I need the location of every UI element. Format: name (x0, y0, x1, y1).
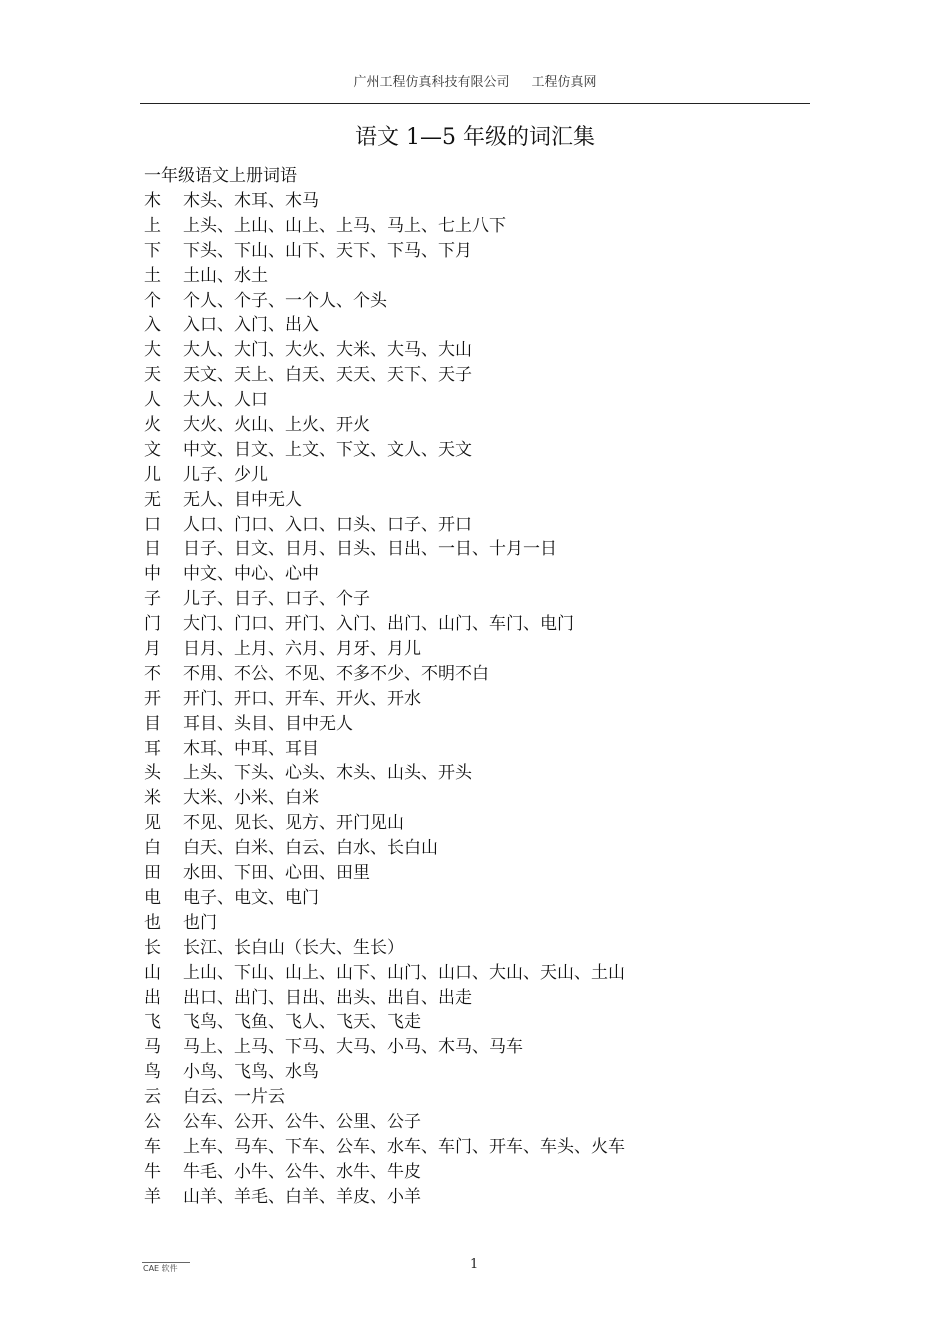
vocab-words: 中文、中心、心中 (183, 564, 319, 585)
vocab-entry (144, 737, 804, 762)
vocab-words: 大火、火山、上火、开火 (183, 415, 370, 436)
vocab-entry (144, 1035, 804, 1060)
vocab-words: 也门 (183, 912, 217, 933)
vocab-words: 大人、人口 (183, 390, 268, 411)
vocab-words: 白天、白米、白云、白水、长白山 (183, 838, 438, 859)
vocab-words: 山羊、羊毛、白羊、羊皮、小羊 (183, 1186, 421, 1207)
vocab-entry (144, 936, 804, 961)
vocab-words: 马上、上马、下马、大马、小马、木马、马车 (183, 1037, 523, 1058)
vocab-character: 鸟 (144, 1062, 161, 1083)
vocab-words: 白云、一片云 (183, 1087, 285, 1108)
vocab-character: 公 (144, 1111, 161, 1132)
vocab-entry (144, 637, 804, 662)
header-divider (140, 103, 810, 104)
vocab-words: 耳目、头目、目中无人 (183, 713, 353, 734)
vocab-character: 牛 (144, 1161, 161, 1182)
vocab-entry (144, 1010, 804, 1035)
vocab-words: 不用、不公、不见、不多不少、不明不白 (183, 663, 489, 684)
vocab-words: 木头、木耳、木马 (183, 191, 319, 211)
vocab-character: 中 (144, 564, 161, 585)
vocab-words: 水田、下田、心田、田里 (183, 863, 370, 884)
vocab-words: 上头、下头、心头、木头、山头、开头 (183, 763, 472, 784)
vocab-entry (144, 861, 804, 886)
vocab-character: 无 (144, 489, 161, 510)
vocab-entry (144, 587, 804, 612)
vocab-entry (144, 836, 804, 861)
vocab-words: 木耳、中耳、耳目 (183, 738, 319, 759)
vocab-character: 下 (144, 240, 161, 261)
vocab-entry (144, 1135, 804, 1160)
vocab-entry (144, 986, 804, 1011)
vocab-character: 田 (144, 863, 161, 884)
vocab-entry (144, 1085, 804, 1110)
vocab-entry (144, 761, 804, 786)
vocab-entry (144, 388, 804, 413)
vocab-entry (144, 911, 804, 936)
vocab-character: 不 (144, 663, 161, 684)
vocab-words: 上山、下山、山上、山下、山门、山口、大山、天山、土山 (183, 962, 625, 983)
vocab-entry (144, 1185, 804, 1210)
vocab-character: 云 (144, 1087, 161, 1108)
vocab-character: 人 (144, 390, 161, 411)
vocab-words: 大米、小米、白米 (183, 788, 319, 809)
vocab-entry (144, 886, 804, 911)
vocab-character: 白 (144, 838, 161, 859)
vocab-entry (144, 413, 804, 438)
vocab-entry (144, 438, 804, 463)
vocab-character: 马 (144, 1037, 161, 1058)
page-number: 1 (470, 1257, 479, 1272)
vocab-entry (144, 712, 804, 737)
vocab-words: 日月、上月、六月、月牙、月儿 (183, 639, 421, 660)
vocab-entry (144, 313, 804, 338)
vocab-character: 个 (144, 290, 161, 311)
vocab-words: 不见、见长、见方、开门见山 (183, 813, 404, 834)
vocab-character: 口 (144, 514, 161, 535)
vocab-entry (144, 687, 804, 712)
vocab-words: 无人、目中无人 (183, 489, 302, 510)
vocab-character: 见 (144, 813, 161, 834)
vocab-words: 小鸟、飞鸟、水鸟 (183, 1062, 319, 1083)
vocab-character: 开 (144, 688, 161, 709)
vocab-entry (144, 214, 804, 239)
vocab-character: 门 (144, 614, 161, 635)
header-site: 工程仿真网 (531, 75, 597, 90)
vocab-words: 儿子、日子、口子、个子 (183, 589, 370, 610)
vocab-words: 下头、下山、山下、天下、下马、下月 (183, 240, 472, 261)
vocab-character: 米 (144, 788, 161, 809)
vocab-words: 开门、开口、开车、开火、开水 (183, 688, 421, 709)
vocab-entry (144, 811, 804, 836)
vocabulary-list (144, 189, 804, 1210)
vocab-character: 火 (144, 415, 161, 436)
vocab-entry (144, 612, 804, 637)
vocab-entry (144, 488, 804, 513)
header-company: 广州工程仿真科技有限公司 (353, 75, 510, 90)
vocab-words: 公车、公开、公牛、公里、公子 (183, 1111, 421, 1132)
vocab-words: 电子、电文、电门 (183, 887, 319, 908)
vocab-character: 长 (144, 937, 161, 958)
vocab-character: 耳 (144, 738, 161, 759)
vocab-entry (144, 537, 804, 562)
vocab-character: 出 (144, 987, 161, 1008)
vocab-words: 中文、日文、上文、下文、文人、天文 (183, 439, 472, 460)
vocab-words: 天文、天上、白天、天天、天下、天子 (183, 365, 472, 386)
vocab-character: 月 (144, 639, 161, 660)
vocab-character: 入 (144, 315, 161, 336)
vocab-character: 日 (144, 539, 161, 560)
vocab-entry (144, 513, 804, 538)
vocab-entry (144, 189, 804, 214)
vocab-character: 山 (144, 962, 161, 983)
vocab-words: 大门、门口、开门、入门、出门、山门、车门、电门 (183, 614, 574, 635)
vocab-character: 上 (144, 215, 161, 236)
vocab-words: 入口、入门、出入 (183, 315, 319, 336)
vocab-entry (144, 562, 804, 587)
vocab-entry (144, 662, 804, 687)
page-header (140, 71, 810, 90)
document-title: 语文 1—5 年级的词汇集 (355, 125, 595, 150)
vocab-words: 大人、大门、大火、大米、大马、大山 (183, 340, 472, 361)
vocab-words: 牛毛、小牛、公牛、水牛、牛皮 (183, 1161, 421, 1182)
vocab-words: 出口、出门、日出、出头、出自、出走 (183, 987, 472, 1008)
vocab-character: 羊 (144, 1186, 161, 1207)
section-title: 一年级语文上册词语 (144, 166, 297, 186)
vocab-entry (144, 289, 804, 314)
vocab-character: 文 (144, 439, 161, 460)
vocab-entry (144, 1060, 804, 1085)
vocab-character: 木 (144, 191, 161, 211)
vocab-character: 也 (144, 912, 161, 933)
vocab-entry (144, 961, 804, 986)
vocab-entry (144, 363, 804, 388)
vocab-character: 电 (144, 887, 161, 908)
vocab-character: 儿 (144, 464, 161, 485)
vocab-words: 上车、马车、下车、公车、水车、车门、开车、车头、火车 (183, 1136, 625, 1157)
vocab-entry (144, 1160, 804, 1185)
vocab-words: 日子、日文、日月、日头、日出、一日、十月一日 (183, 539, 557, 560)
vocab-character: 头 (144, 763, 161, 784)
vocab-character: 目 (144, 713, 161, 734)
vocab-entry (144, 264, 804, 289)
vocab-character: 土 (144, 265, 161, 286)
vocab-words: 儿子、少儿 (183, 464, 268, 485)
vocab-words: 飞鸟、飞鱼、飞人、飞天、飞走 (183, 1012, 421, 1033)
vocab-entry (144, 1110, 804, 1135)
vocab-words: 长江、长白山（长大、生长） (183, 937, 404, 958)
vocab-entry (144, 786, 804, 811)
vocab-entry (144, 239, 804, 264)
vocab-character: 子 (144, 589, 161, 610)
vocab-entry (144, 338, 804, 363)
vocab-words: 上头、上山、山上、上马、马上、七上八下 (183, 215, 506, 236)
vocab-character: 车 (144, 1136, 161, 1157)
vocab-character: 飞 (144, 1012, 161, 1033)
vocab-words: 土山、水土 (183, 265, 268, 286)
vocab-entry (144, 463, 804, 488)
vocab-words: 人口、门口、入口、口头、口子、开口 (183, 514, 472, 535)
footer-label: CAE 软件 (143, 1264, 178, 1273)
vocab-character: 大 (144, 340, 161, 361)
vocab-character: 天 (144, 365, 161, 386)
vocab-words: 个人、个子、一个人、个头 (183, 290, 387, 311)
